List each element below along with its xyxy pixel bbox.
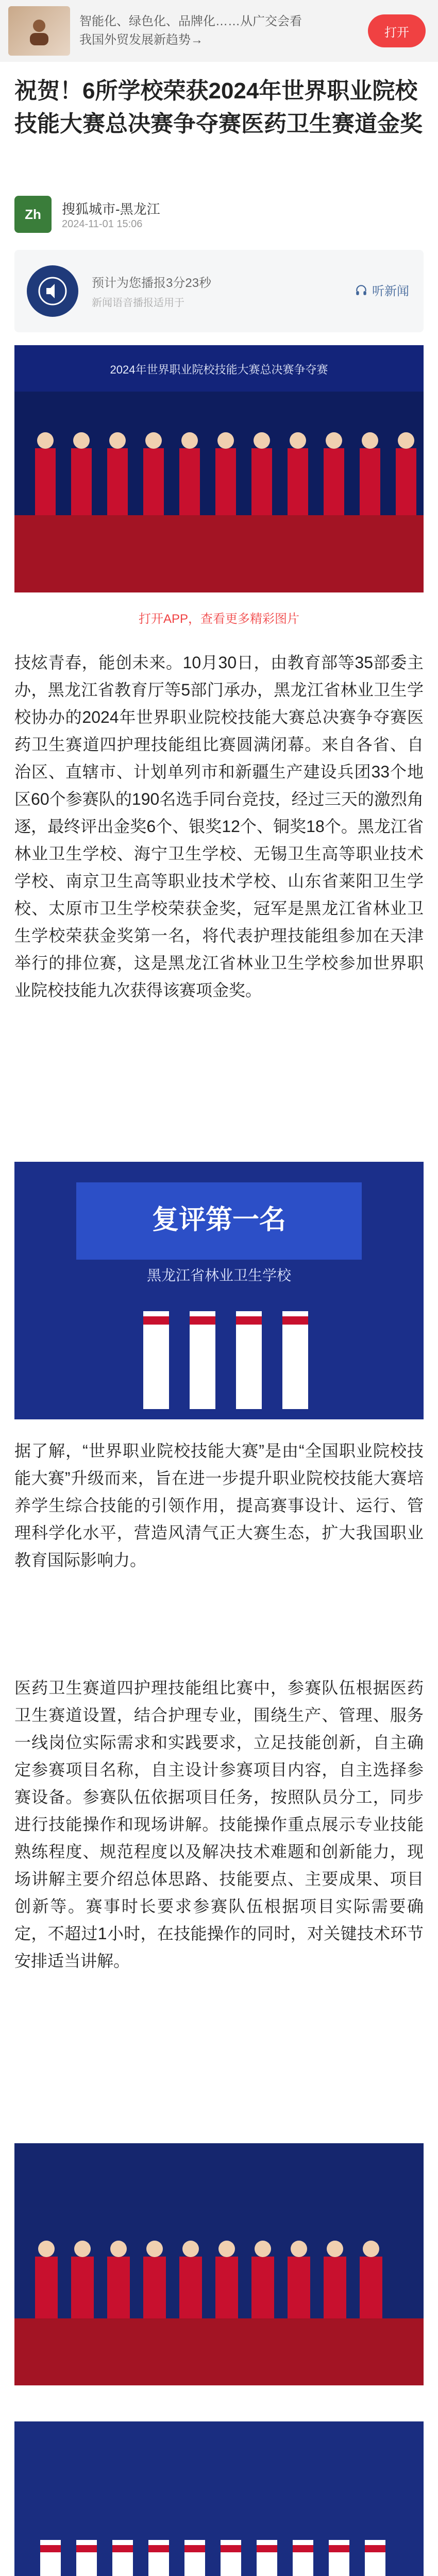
promo-text xyxy=(79,12,347,49)
source-row xyxy=(14,196,424,237)
ranking-screen-text: 复评第一名 xyxy=(151,1205,287,1235)
stage-banner-text: 2024年世界职业院校技能大赛总决赛争夺赛 xyxy=(110,363,328,376)
stage-photo-4 xyxy=(14,2421,424,2576)
audio-card[interactable] xyxy=(14,250,424,332)
open-app-button[interactable]: 打开 xyxy=(368,14,426,47)
listen-button[interactable] xyxy=(355,281,409,299)
paragraph-2: 据了解，“世界职业院校技能大赛”是由“全国职业院校技能大赛”升级而来，旨在进一步提升职业院校技能大赛培养学生综合技能的引领作用，提高赛事设计、运行、管理科学化水平，营造风清气正大赛生态，扩大我国职业教育国际影响力。 xyxy=(14,1442,424,1569)
audio-duration-text: 预计为您播报3分23秒 xyxy=(92,276,212,290)
stage-photo-1 xyxy=(14,345,424,592)
article-photo-1[interactable] xyxy=(14,345,424,592)
publish-time: 2024-11-01 15:06 xyxy=(62,218,143,230)
stage-photo-2 xyxy=(14,1162,424,1419)
promo-line-1: 智能化、绿色化、品牌化……从广交会看 xyxy=(79,14,302,28)
paragraph-1: 技炫青春，能创未来。10月30日，由教育部等35部委主办，黑龙江省教育厅等5部门承办，黑龙江省林业卫生学校协办的2024年世界职业院校技能大赛总决赛争夺赛医药卫生赛道四护理技能组比赛圆满闭幕。来自各省、自治区、直辖市、计划单列市和新疆生产建设兵团33个地区60个参赛队的190名选手同台竞技，经过三天的激烈角逐，最终评出金奖6个、银奖12个、铜奖18个。黑龙江省林业卫生学校、海宁卫生学校、无锡卫生高等职业技术学校、南京卫生高等职业技术学校、山东省莱阳卫生学校、太原市卫生学校荣获金奖，冠军是黑龙江省林业卫生学校荣获金奖第一名，将代表护理技能组参加在天津举行的排位赛，这是黑龙江省林业卫生学校参加世界职业院校技能九次获得该赛项金奖。 xyxy=(14,653,424,999)
school-screen-text: 黑龙江省林业卫生学校 xyxy=(146,1267,292,1283)
promo-thumbnail xyxy=(8,6,70,56)
speaker-icon xyxy=(37,276,68,307)
promo-banner[interactable] xyxy=(0,0,438,62)
stage-photo-3 xyxy=(14,2143,424,2385)
person-icon xyxy=(23,14,56,47)
paragraph-3: 医药卫生赛道四护理技能组比赛中，参赛队伍根据医药卫生赛道设置，结合护理专业，围绕生产、管理、服务一线岗位实际需求和实践要求，立足技能创新，自主确定参赛项目名称，自主设计参赛项目内容，自主选择参赛设备。参赛队伍依据项目任务，按照队员分工，同步进行技能操作和现场讲解。技能操作重点展示专业技能熟练程度、规范程度以及解决技术难题和创新能力，现场讲解主要介绍总体思路、技能要点、主要成果、项目创新等。赛事时长要求参赛队伍根据项目实际需要确定，不超过1小时，在技能操作的同时，对关键技术环节安排适当讲解。 xyxy=(14,1679,424,1970)
headphones-icon xyxy=(355,283,368,297)
voice-avatar xyxy=(27,265,78,317)
source-logo[interactable]: Zh xyxy=(14,196,52,233)
source-name[interactable]: 搜狐城市-黑龙江 xyxy=(62,201,160,217)
listen-label: 听新闻 xyxy=(372,284,409,298)
open-app-more-images[interactable]: 打开APP，查看更多精彩图片 xyxy=(138,612,300,626)
promo-line-2: 我国外贸发展新趋势→ xyxy=(79,33,203,47)
article-title: 祝贺！6所学校荣获2024年世界职业院校技能大赛总决赛争夺赛医药卫生赛道金奖 xyxy=(14,78,423,137)
article-photo-3[interactable] xyxy=(14,2143,424,2385)
audio-subtext: 新闻语音播报适用于 xyxy=(92,297,184,309)
article-photo-2[interactable] xyxy=(14,1162,424,1419)
article-photo-4[interactable] xyxy=(14,2421,424,2576)
